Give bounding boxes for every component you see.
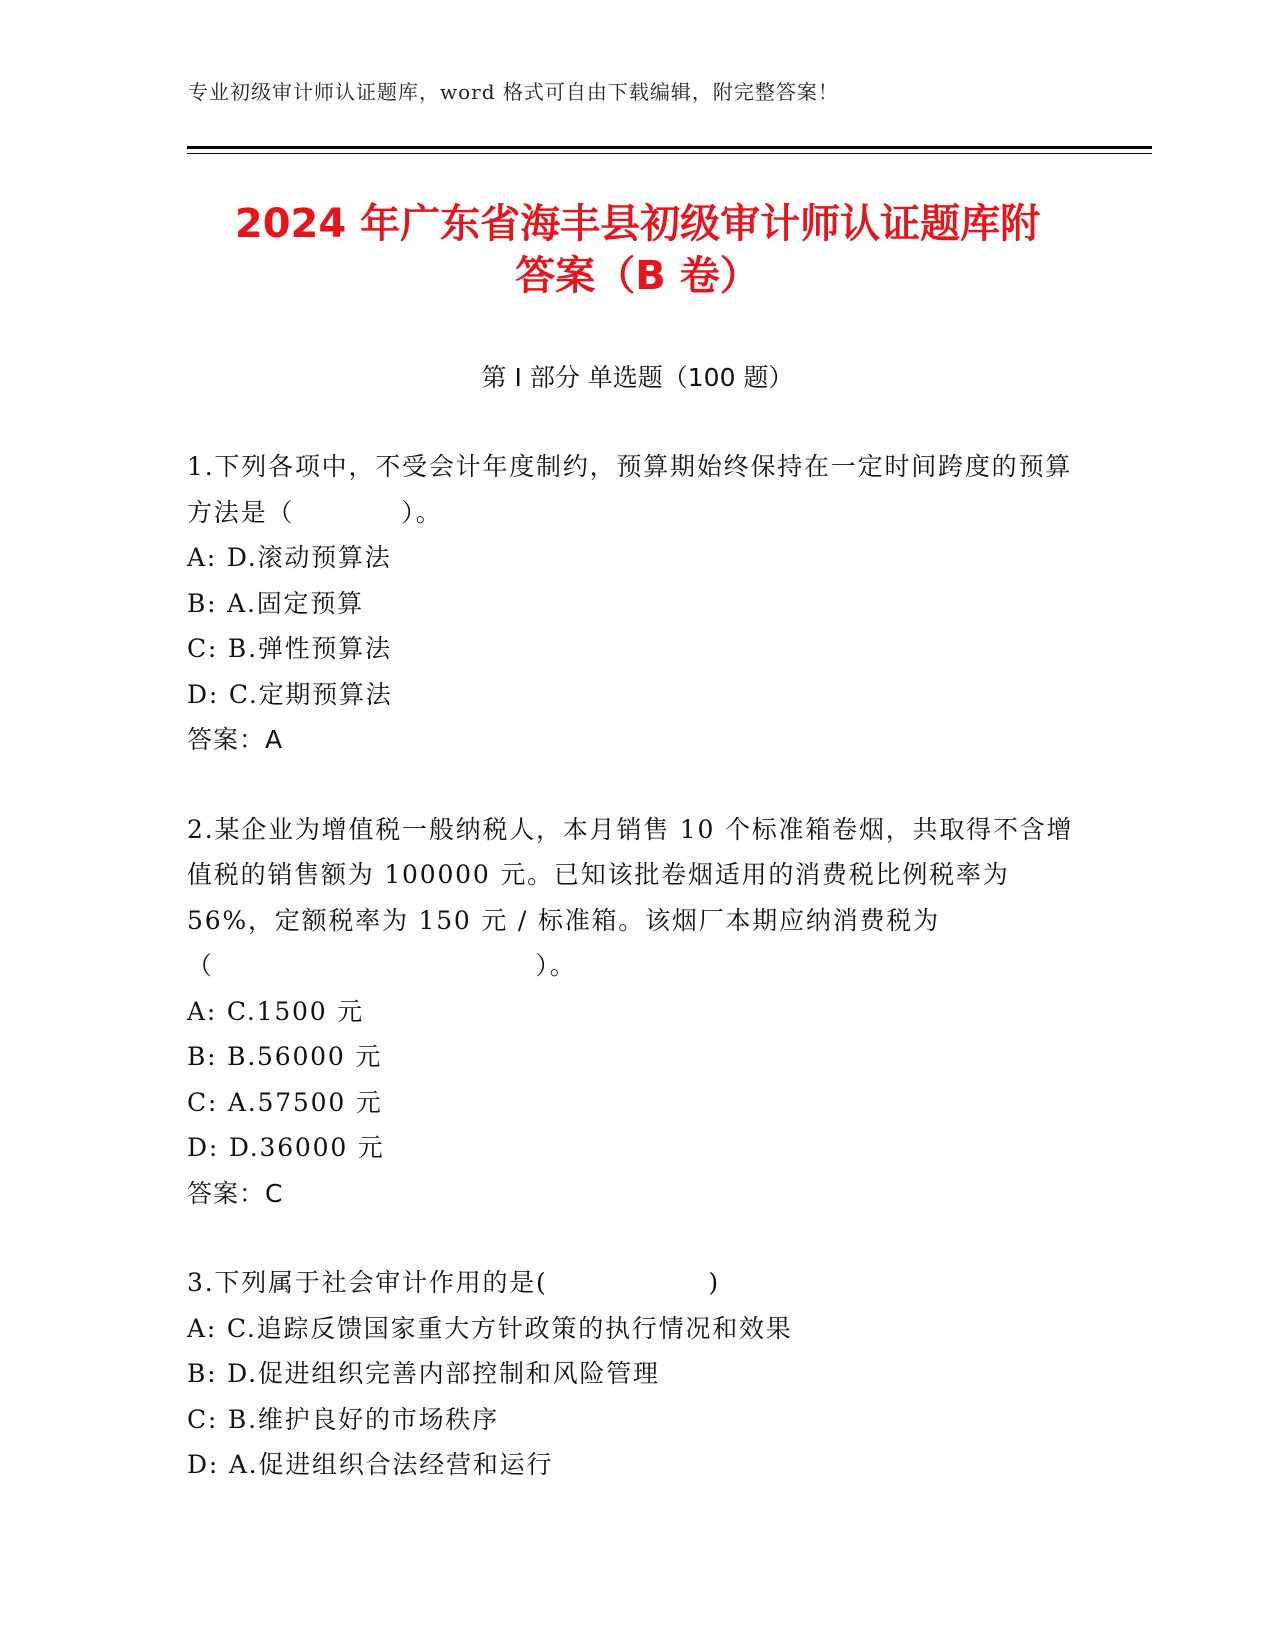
option-d: D: D.36000 元 [187, 1133, 385, 1162]
question-stem: 2.某企业为增值税一般纳税人，本月销售 10 个标准箱卷烟，共取得不含增值税的销售额为 100000 元。已知该批卷烟适用的消费税比例税率为 56%，定额税率为 150 元 / 标准箱。该烟厂本期应纳消费税为（ ）。 [187, 814, 1074, 980]
section-heading: 第 I 部分 单选题（100 题） [481, 363, 794, 392]
document-title-line-1: 2024 年广东省海丰县初级审计师认证题库附 [234, 201, 1041, 247]
question-list [187, 444, 1087, 1532]
option-a: A: C.追踪反馈国家重大方针政策的执行情况和效果 [187, 1313, 793, 1343]
question-3 [187, 1260, 1087, 1488]
question-stem: 3.下列属于社会审计作用的是( ) [187, 1268, 720, 1297]
option-a: A: C.1500 元 [187, 996, 364, 1026]
option-a: A: D.滚动预算法 [187, 543, 392, 572]
option-b: B: D.促进组织完善内部控制和风险管理 [187, 1359, 660, 1388]
document-title-line-2: 答案（B 卷） [515, 253, 760, 299]
header-divider-thin [187, 153, 1152, 154]
option-d: D: C.定期预算法 [187, 679, 393, 709]
question-2 [187, 807, 1087, 1217]
header-note: 专业初级审计师认证题库，word 格式可自由下载编辑，附完整答案！ [188, 80, 839, 104]
option-d: D: A.促进组织合法经营和运行 [187, 1450, 554, 1479]
option-c: C: B.维护良好的市场秩序 [187, 1404, 500, 1434]
option-c: C: B.弹性预算法 [187, 634, 392, 663]
answer-line: 答案：A [187, 725, 284, 754]
answer-line: 答案：C [187, 1178, 284, 1208]
option-b: B: B.56000 元 [187, 1042, 383, 1071]
option-c: C: A.57500 元 [187, 1087, 383, 1117]
header-divider-thick [187, 146, 1152, 149]
option-b: B: A.固定预算 [187, 588, 364, 618]
question-1 [187, 444, 1087, 763]
question-stem: 1.下列各项中，不受会计年度制约，预算期始终保持在一定时间跨度的预算方法是（ ）。 [187, 452, 1073, 527]
document-title [160, 198, 1115, 302]
